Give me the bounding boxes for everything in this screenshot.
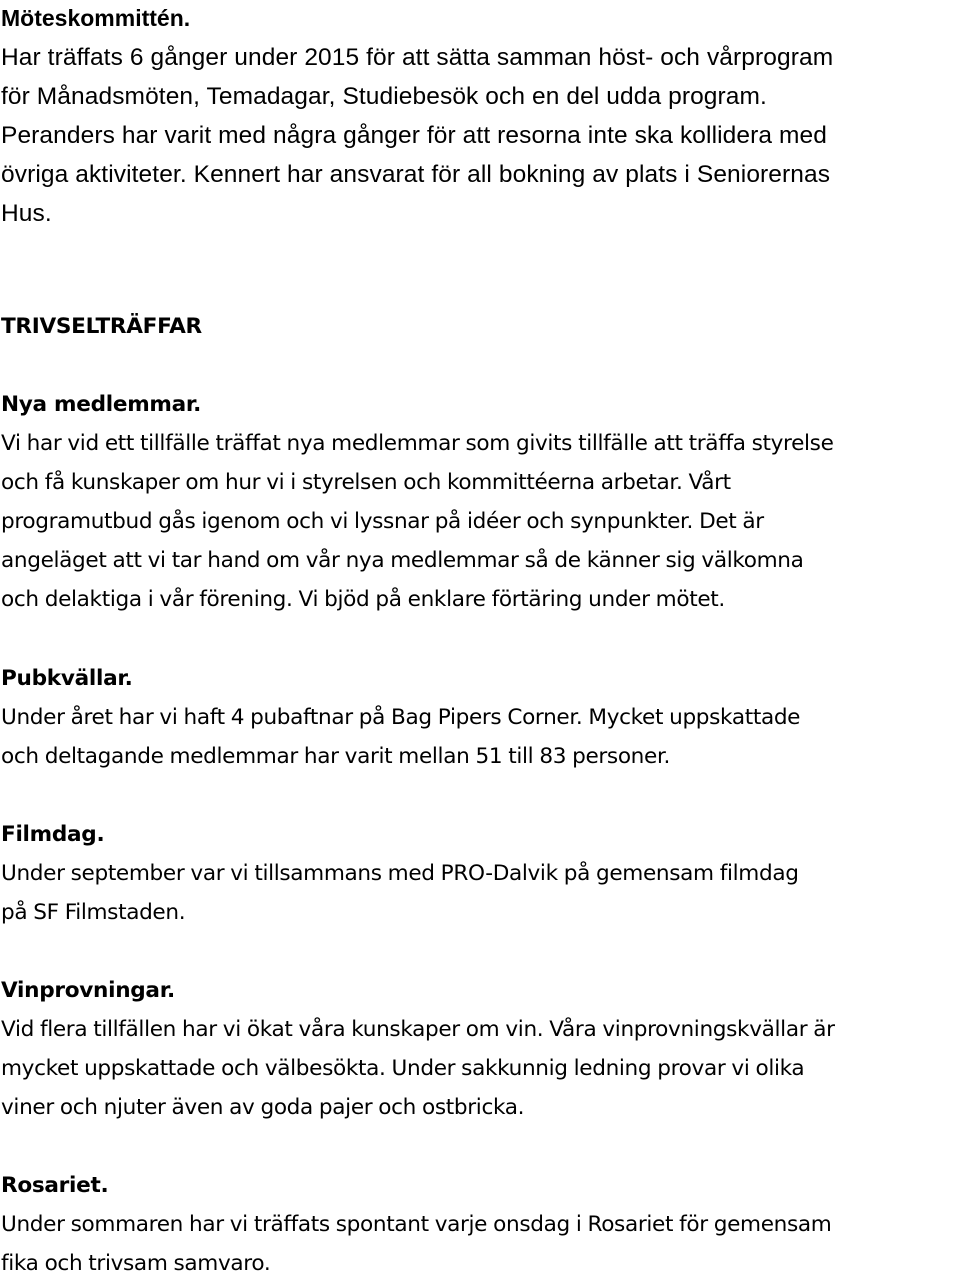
paragraph-line: för Månadsmöten, Temadagar, Studiebesök och en del udda program. [1, 83, 767, 110]
paragraph-line: Vid flera tillfällen har vi ökat våra kunskaper om vin. Våra vinprovningskvällar är [1, 1017, 835, 1042]
section-rosariet [1, 1166, 959, 1283]
paragraph-line: Har träffats 6 gånger under 2015 för att sätta samman höst- och vårprogram [1, 44, 834, 71]
paragraph-line: fika och trivsam samvaro. [1, 1251, 271, 1276]
section-nya-medlemmar [1, 385, 959, 619]
section-heading: Pubkvällar. [1, 666, 133, 691]
paragraph-line: och få kunskaper om hur vi i styrelsen och kommittéerna arbetar. Vårt [1, 470, 731, 495]
section-pubkvallar [1, 659, 959, 776]
section-heading: Nya medlemmar. [1, 392, 202, 417]
paragraph-line: Peranders har varit med några gånger för att resorna inte ska kollidera med [1, 122, 827, 149]
paragraph-line: Vi har vid ett tillfälle träffat nya medlemmar som givits tillfälle att träffa styrelse [1, 431, 834, 456]
paragraph-line: Under september var vi tillsammans med PRO-Dalvik på gemensam filmdag [1, 861, 799, 886]
section-moteskommitten [1, 0, 959, 233]
section-heading: Rosariet. [1, 1173, 109, 1198]
paragraph-line: angeläget att vi tar hand om vår nya medlemmar så de känner sig välkomna [1, 548, 804, 573]
paragraph-line: mycket uppskattade och välbesökta. Under sakkunnig ledning provar vi olika [1, 1056, 805, 1081]
section-heading: Möteskommittén. [1, 5, 191, 31]
paragraph-line: och deltagande medlemmar har varit mellan 51 till 83 personer. [1, 744, 671, 769]
section-trivseltraffar [1, 307, 959, 346]
paragraph-line: Hus. [1, 200, 52, 227]
paragraph-line: och delaktiga i vår förening. Vi bjöd på enklare förtäring under mötet. [1, 587, 725, 612]
paragraph-line: övriga aktiviteter. Kennert har ansvarat för all bokning av plats i Seniorernas [1, 161, 831, 188]
paragraph-line: programutbud gås igenom och vi lyssnar på idéer och synpunkter. Det är [1, 509, 764, 534]
section-filmdag [1, 815, 959, 932]
paragraph-line: Under sommaren har vi träffats spontant varje onsdag i Rosariet för gemensam [1, 1212, 832, 1237]
section-heading: TRIVSELTRÄFFAR [1, 314, 202, 339]
paragraph-line: Under året har vi haft 4 pubaftnar på Bag Pipers Corner. Mycket uppskattade [1, 705, 801, 730]
section-heading: Filmdag. [1, 822, 105, 847]
section-heading: Vinprovningar. [1, 978, 175, 1003]
paragraph-line: på SF Filmstaden. [1, 900, 186, 925]
section-vinprovningar [1, 971, 959, 1127]
paragraph-line: viner och njuter även av goda pajer och ostbricka. [1, 1095, 525, 1120]
